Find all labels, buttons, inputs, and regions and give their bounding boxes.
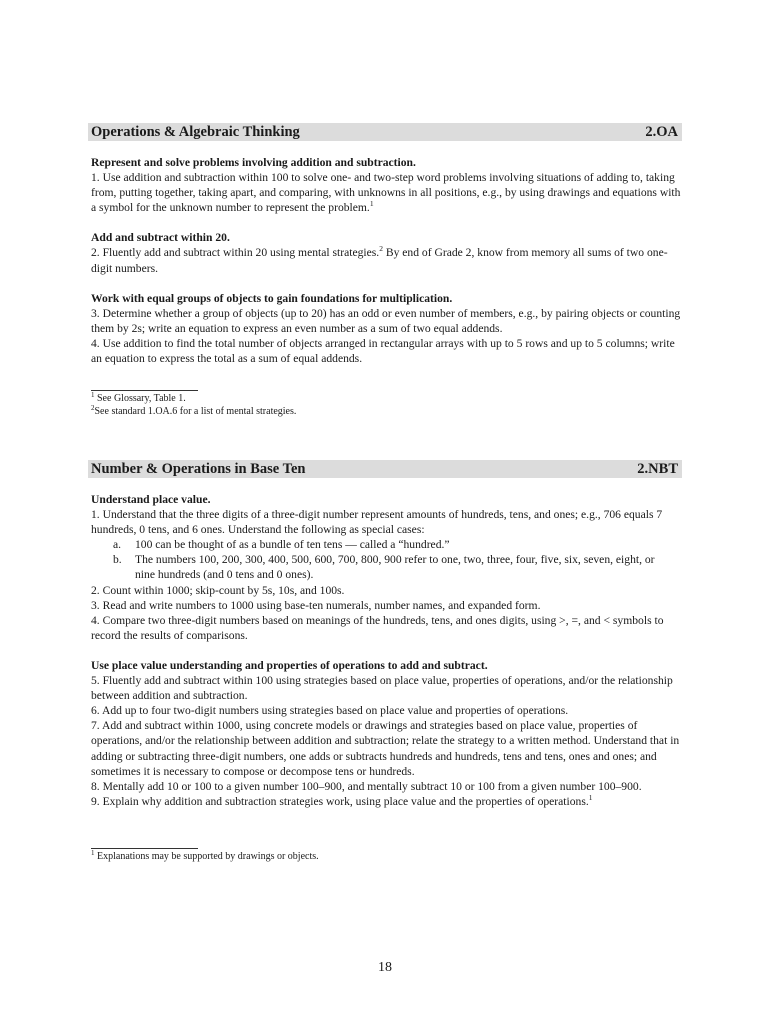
section-title: Number & Operations in Base Ten [91,460,306,477]
cluster-heading: Represent and solve problems involving addition and subtraction. [91,156,416,169]
oa-standards [91,155,681,366]
sub-item-label: a. [113,538,122,552]
nbt-footnotes [91,850,681,863]
footnote-marker: 2 [379,244,383,254]
nbt-standards [91,492,681,809]
standard-text: 8. Mentally add 10 or 100 to a given number 100–900, and mentally subtract 10 or 100 from a given number 100–900. [91,779,642,793]
footnote: $^1$ Explanations may be supported by drawings or objects. [91,849,319,862]
standard-text: 6. Add up to four two-digit numbers using strategies based on place value and properties of operations. [91,704,569,718]
footnote-divider [91,390,198,391]
page-number: 18 [378,960,392,975]
sub-item-text: The numbers 100, 200, 300, 400, 500, 600, 700, 800, 900 refer to one, two, three, four, five, six, seven, eight, or nine hundreds (and 0 tens and 0 ones). [135,553,655,582]
footnote: $^2$See standard 1.OA.6 for a list of mental strategies. [91,404,297,417]
standard-text: 3. Read and write numbers to 1000 using base-ten numerals, number names, and expanded form. [91,598,541,612]
cluster-heading: Work with equal groups of objects to gain foundations for multiplication. [91,291,453,305]
section-header-oa [88,123,682,141]
cluster-heading: Add and subtract within 20. [91,231,230,245]
sub-item-text: 100 can be thought of as a bundle of ten tens — called a “hundred.” [135,538,450,552]
standard-text: 1. Understand that the three digits of a three-digit number represent amounts of hundreds, tens, and ones; e.g., 706 equals 7 hundreds, 0 tens, and 6 ones. Understand the following as special cases: [91,508,663,537]
standard-text: 1. Use addition and subtraction within 100 to solve one- and two-step word problems involving situations of adding to, taking from, putting together, taking apart, and comparing, with unknowns in all positions, e.g., by using drawings and equations with a symbol for the unknown number to represent the problem.$^1$ [91,171,681,215]
standard-text: 9. Explain why addition and subtraction strategies work, using place value and the properties of operations.$^1$ [91,792,593,808]
standard-text: 3. Determine whether a group of objects (up to 20) has an odd or even number of members, e.g., by pairing objects or counting them by 2s; write an equation to express an even number as a sum of two equal addends. [91,306,681,335]
standard-text: 2. Fluently add and subtract within 20 using mental strategies.$^2$ By end of Grade 2, know from memory all sums of two one-digit numbers. [91,244,668,275]
standard-text: 4. Use addition to find the total number of objects arranged in rectangular arrays with up to 5 rows and up to 5 columns; write an equation to express the total as a sum of equal addends. [91,336,675,366]
footnote-marker: 1 [588,792,593,802]
section-title: Operations & Algebraic Thinking [91,123,300,140]
sub-item [91,552,681,582]
sub-item-label: b. [113,553,122,567]
standard-text: 4. Compare two three-digit numbers based on meanings of the hundreds, tens, and ones digits, using >, =, and < symbols to record the results of comparisons. [91,613,664,642]
standard-text: 7. Add and subtract within 1000, using concrete models or drawings and strategies based on place value, properties of operations, and/or the relationship between addition and subtraction; relate the strategy to a written method. Understand that in adding or subtracting three-digit numbers, one adds or subtracts hundreds and hundreds, tens and tens, ones and ones; and sometimes it is necessary to compose or decompose tens or hundreds. [91,719,680,778]
sub-item [91,537,681,552]
section-code: 2.NBT [637,460,678,477]
standard-text: 5. Fluently add and subtract within 100 using strategies based on place value, properties of operations, and/or the relationship between addition and subtraction. [91,674,673,703]
cluster-heading: Use place value understanding and properties of operations to add and subtract. [91,658,488,672]
section-code: 2.OA [645,123,678,140]
footnote: $^1$ See Glossary, Table 1. [91,391,186,404]
footnote-marker: 1 [369,199,374,209]
section-header-nbt [88,460,682,478]
cluster-heading: Understand place value. [91,493,211,506]
footnote-divider [91,848,198,849]
standard-text: 2. Count within 1000; skip-count by 5s, 10s, and 100s. [91,583,345,597]
oa-footnotes [91,392,681,418]
